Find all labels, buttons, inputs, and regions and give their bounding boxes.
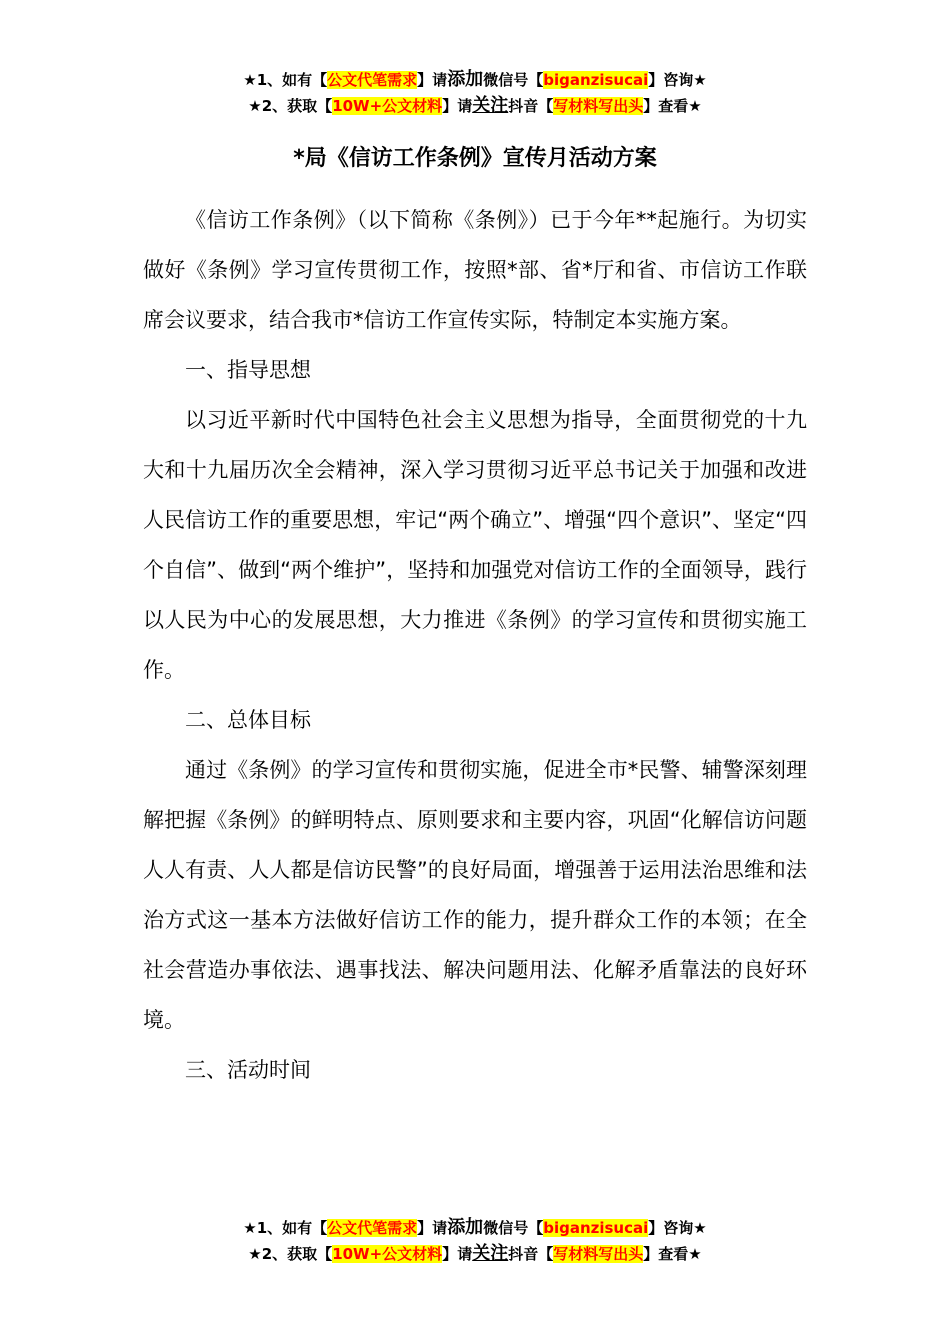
intro-paragraph: 《信访工作条例》（以下简称《条例》）已于今年**起施行。为切实做好《条例》学习宣传贯彻工作，按照*部、省*厅和省、市信访工作联席会议要求，结合我市*信访工作宣传实际，特制定本实施方案。 [143, 208, 807, 332]
banner-text: 微信号【 [483, 1219, 544, 1237]
banner-emphasis: 关注 [472, 95, 509, 116]
banner-text: 微信号【 [483, 71, 544, 89]
banner-highlight: 公文代笔需求 [327, 1219, 418, 1237]
banner-line-2 [0, 93, 950, 119]
banner-text: 】咨询★ [648, 1219, 707, 1237]
banner-emphasis: 添加 [447, 1217, 484, 1238]
banner-text: 】请 [442, 1245, 473, 1263]
banner-highlight: 写材料写出头 [553, 97, 644, 115]
banner-highlight: 10W+公文材料 [332, 97, 443, 115]
body-paragraph: 通过《条例》的学习宣传和贯彻实施，促进全市*民警、辅警深刻理解把握《条例》的鲜明特点、原则要求和主要内容，巩固“化解信访问题人人有责、人人都是信访民警”的良好局面，增强善于运用法治思维和法治方式这一基本方法做好信访工作的能力，提升群众工作的本领；在全社会营造办事依法、遇事找法、解决问题用法、化解矛盾靠法的良好环境。 [143, 758, 807, 1032]
footer-banner [0, 1215, 950, 1267]
banner-text: ★2、获取【 [248, 97, 333, 115]
document-body [143, 195, 807, 1095]
banner-text: 】查看★ [643, 1245, 702, 1263]
section-heading: 三、活动时间 [185, 1058, 311, 1082]
section-heading: 一、指导思想 [185, 358, 311, 382]
banner-text: 抖音【 [508, 1245, 554, 1263]
banner-text: 】请 [442, 97, 473, 115]
banner-highlight: biganzisucai [543, 1219, 649, 1237]
section-heading: 二、总体目标 [185, 708, 311, 732]
banner-highlight: biganzisucai [543, 71, 649, 89]
banner-text: 】请 [417, 1219, 448, 1237]
banner-highlight: 10W+公文材料 [332, 1245, 443, 1263]
banner-emphasis: 添加 [447, 69, 484, 90]
banner-text: 】咨询★ [648, 71, 707, 89]
banner-text: ★2、获取【 [248, 1245, 333, 1263]
banner-text: 】请 [417, 71, 448, 89]
banner-line-2 [0, 1241, 950, 1267]
banner-text: ★1、如有【 [243, 1219, 328, 1237]
banner-line-1 [0, 67, 950, 93]
banner-highlight: 公文代笔需求 [327, 71, 418, 89]
banner-text: ★1、如有【 [243, 71, 328, 89]
banner-text: 抖音【 [508, 97, 554, 115]
banner-emphasis: 关注 [472, 1243, 509, 1264]
header-banner [0, 67, 950, 119]
body-paragraph: 以习近平新时代中国特色社会主义思想为指导，全面贯彻党的十九大和十九届历次全会精神，深入学习贯彻习近平总书记关于加强和改进人民信访工作的重要思想，牢记“两个确立”、增强“四个意识”、坚定“四个自信”、做到“两个维护”，坚持和加强党对信访工作的全面领导，践行以人民为中心的发展思想，大力推进《条例》的学习宣传和贯彻实施工作。 [143, 408, 807, 682]
banner-highlight: 写材料写出头 [553, 1245, 644, 1263]
document-title: *局《信访工作条例》宣传月活动方案 [293, 146, 657, 171]
banner-text: 】查看★ [643, 97, 702, 115]
banner-line-1 [0, 1215, 950, 1241]
